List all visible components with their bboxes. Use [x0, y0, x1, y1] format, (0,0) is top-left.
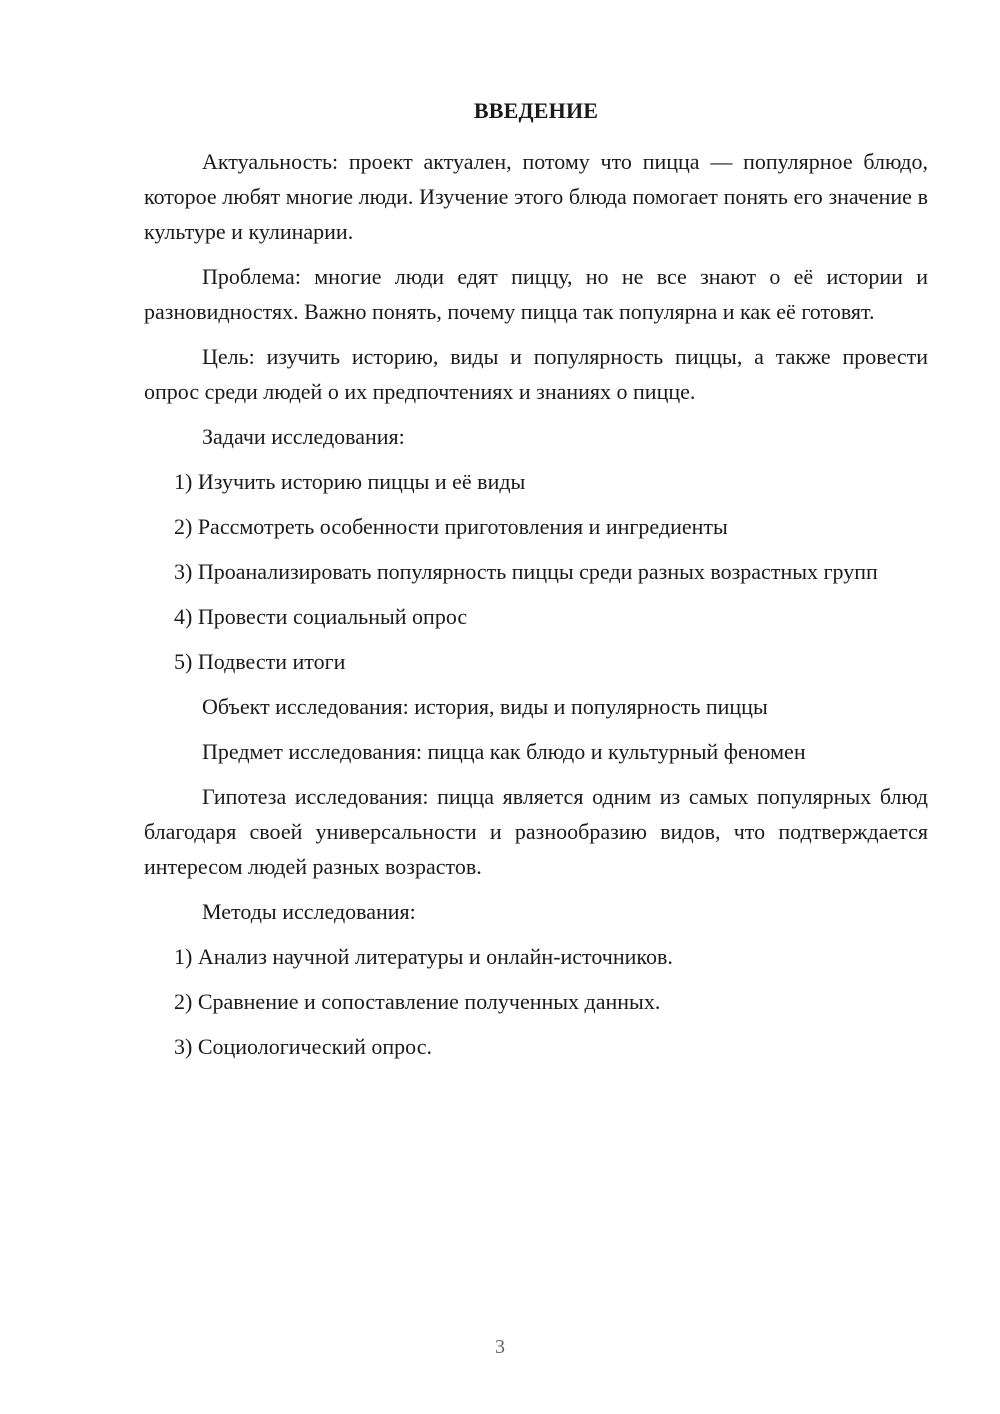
object-paragraph: Объект исследования: история, виды и популярность пиццы: [202, 694, 768, 719]
task-item: 3) Проанализировать популярность пиццы среди разных возрастных групп: [174, 559, 878, 584]
subject-paragraph: Предмет исследования: пицца как блюдо и культурный феномен: [202, 739, 806, 764]
task-item: 4) Провести социальный опрос: [174, 604, 468, 629]
task-item: 1) Изучить историю пиццы и её виды: [174, 469, 526, 494]
method-item: 2) Сравнение и сопоставление полученных данных.: [174, 989, 661, 1014]
goal-paragraph: Цель: изучить историю, виды и популярность пиццы, а также провести опрос среди людей о их предпочтениях и знаниях о пицце.: [144, 344, 928, 404]
problem-paragraph: Проблема: многие люди едят пиццу, но не все знают о её истории и разновидностях. Важно понять, почему пицца так популярна и как её готовят.: [144, 264, 928, 324]
section-title: ВВЕДЕНИЕ: [473, 98, 599, 123]
method-item: 3) Социологический опрос.: [174, 1034, 432, 1059]
hypothesis-paragraph: Гипотеза исследования: пицца является одним из самых популярных блюд благодаря своей универсальности и разнообразию видов, что подтверждается интересом людей разных возрастов.: [144, 784, 928, 879]
tasks-heading: Задачи исследования:: [202, 424, 405, 449]
page-content: [144, 96, 928, 1074]
methods-heading: Методы исследования:: [202, 899, 416, 924]
task-item: 5) Подвести итоги: [174, 649, 346, 674]
method-item: 1) Анализ научной литературы и онлайн-источников.: [174, 944, 673, 969]
relevance-paragraph: Актуальность: проект актуален, потому что пицца — популярное блюдо, которое любят многие люди. Изучение этого блюда помогает понять его значение в культуре и кулинарии.: [144, 149, 928, 244]
task-item: 2) Рассмотреть особенности приготовления и ингредиенты: [174, 514, 728, 539]
page-number: 3: [495, 1336, 505, 1358]
